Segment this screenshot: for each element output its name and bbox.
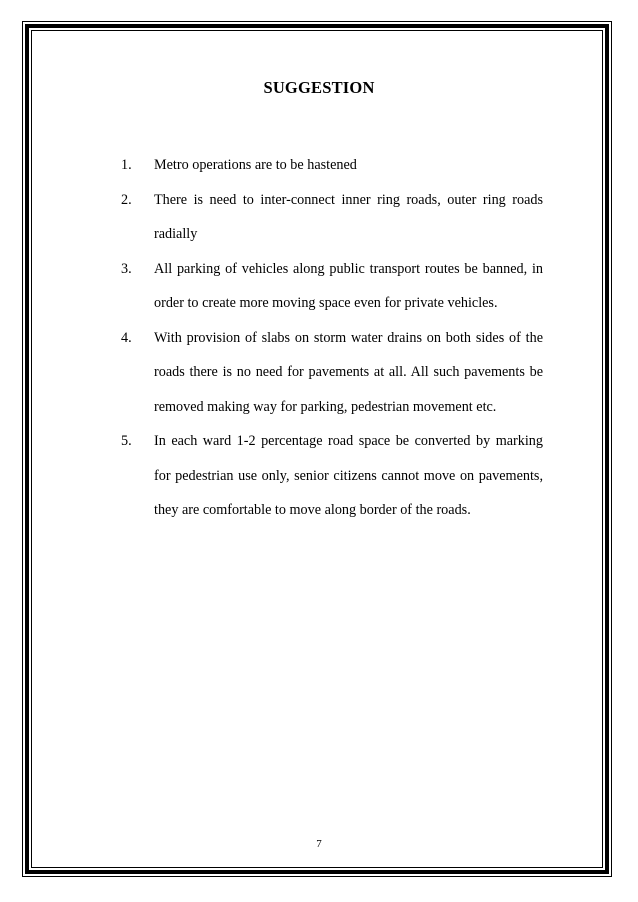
list-item (121, 252, 543, 321)
item-text: Metro operations are to be hastened (154, 157, 357, 173)
item-text: All parking of vehicles along public transport routes be banned, in order to create more moving space even for private vehicles. (154, 260, 543, 311)
suggestion-list (121, 148, 543, 528)
item-number: 4. (121, 329, 132, 346)
item-text: With provision of slabs on storm water drains on both sides of the roads there is no need for pavements at all. All such pavements be removed making way for parking, pedestrian movement etc. (154, 329, 543, 415)
list-item (121, 321, 543, 425)
item-number: 3. (121, 260, 132, 277)
page-title: SUGGESTION (263, 78, 375, 97)
item-text: There is need to inter-connect inner ring roads, outer ring roads radially (154, 191, 543, 242)
item-number: 2. (121, 191, 132, 208)
list-item (121, 183, 543, 252)
page-number: 7 (316, 838, 322, 850)
list-item (121, 424, 543, 528)
item-number: 1. (121, 157, 132, 173)
item-text: In each ward 1-2 percentage road space be converted by marking for pedestrian use only, senior citizens cannot move on pavements, they are comfortable to move along border of the roads. (154, 433, 543, 518)
item-number: 5. (121, 433, 132, 449)
list-item (121, 148, 543, 183)
